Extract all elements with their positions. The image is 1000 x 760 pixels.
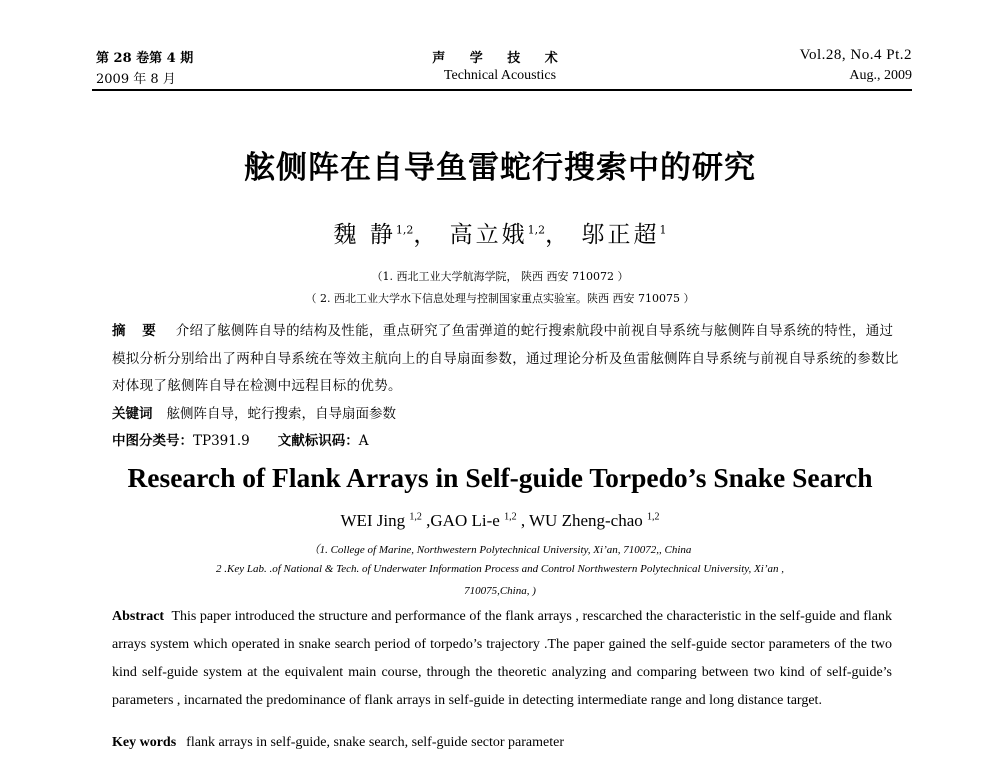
doc-code-label: 文献标识码： <box>277 433 359 449</box>
clc-label: 中图分类号： <box>112 433 193 449</box>
author-name: 魏 静 <box>333 222 396 248</box>
author-name: WU Zheng-chao <box>529 511 648 530</box>
abstract-label-cn: 摘 要 <box>112 323 162 339</box>
author-affiliation-mark: 1,2 <box>504 511 517 523</box>
abstract-en <box>112 603 892 715</box>
author-separator: ， <box>545 222 572 248</box>
paper-title-cn: 舷侧阵在自导鱼雷蛇行搜索中的研究 <box>244 150 756 186</box>
author-affiliation-mark: 1 <box>659 223 667 237</box>
doc-code-value: A <box>358 433 369 449</box>
keywords-label-cn: 关键词 <box>112 406 153 422</box>
author-list-en <box>0 511 1000 531</box>
author-affiliation-mark: 1,2 <box>527 223 546 237</box>
journal-name-cn: 声 学 技 术 <box>432 51 568 66</box>
affiliation-en-1: （1. College of Marine, Northwestern Polytechnical University, Xi’an, 710072,, China <box>308 544 692 556</box>
author-separator: , <box>516 511 530 530</box>
keywords-label-en: Key words <box>112 735 177 750</box>
author-name: 邬正超 <box>581 222 660 248</box>
affiliation-cn-2: （ 2. 西北工业大学水下信息处理与控制国家重点实验室。陕西 西安 710075 ） <box>305 292 695 305</box>
paper-title-en: Research of Flank Arrays in Self-guide Torpedo’s Snake Search <box>127 462 873 493</box>
affiliation-cn-1: （1. 西北工业大学航海学院， 陕西 西安 710072 ） <box>371 270 629 283</box>
keywords-en <box>112 735 564 751</box>
abstract-cn <box>112 318 902 401</box>
affiliation-en-3: 710075,China, ) <box>464 585 536 597</box>
author-name: 高立娥 <box>449 222 528 248</box>
journal-name-en: Technical Acoustics <box>443 68 557 83</box>
journal-date-en: Aug., 2009 <box>849 68 912 83</box>
header-divider <box>92 89 912 91</box>
journal-date-cn: 2009 年 8 月 <box>96 72 176 87</box>
author-list-cn <box>0 216 1000 249</box>
journal-volume-cn: 第 28 卷第 4 期 <box>96 51 194 66</box>
author-name: WEI Jing <box>340 511 410 530</box>
author-affiliation-mark: 1,2 <box>647 511 660 523</box>
abstract-text-cn: 介绍了舷侧阵自导的结构及性能，重点研究了鱼雷弹道的蛇行搜索航段中前视自导系统与舷侧阵自导系统的特性，通过模拟分析分别给出了两种自导系统在等效主航向上的自导扇面参数，通过理论分析及鱼雷舷侧阵自导系统与前视自导系统的参数比对体现了舷侧阵自导在检测中远程目标的优势。 <box>112 323 899 394</box>
keywords-cn <box>112 402 396 422</box>
abstract-text-en: This paper introduced the structure and performance of the flank arrays , rescarched the characteristic in the self-guide and flank arrays system which operated in snake search period of torpedo’s trajectory .The paper gained the self-guide sector parameters of the two kind self-guide system at the equivalent main course, through the theoretic analyzing and comparing between two kind of self-guide’s parameters , incarnated the predominance of flank arrays in self-guide in detecting intermediate range and long distance target. <box>112 609 892 708</box>
classification-line <box>112 429 369 449</box>
affiliation-en-2: 2 .Key Lab. .of National & Tech. of Underwater Information Process and Control Northwestern Polytechnical University, Xi’an , <box>216 563 784 575</box>
author-name: GAO Li-e <box>430 511 505 530</box>
keywords-text-cn: 舷侧阵自导，蛇行搜索，自导扇面参数 <box>166 406 396 422</box>
author-separator: ， <box>413 222 440 248</box>
author-affiliation-mark: 1,2 <box>409 511 422 523</box>
abstract-label-en: Abstract <box>112 609 165 624</box>
author-separator: , <box>421 511 431 530</box>
journal-volume-en: Vol.28, No.4 Pt.2 <box>799 47 912 63</box>
keywords-text-en: flank arrays in self-guide, snake search, self-guide sector parameter <box>186 735 565 750</box>
author-affiliation-mark: 1,2 <box>395 223 414 237</box>
clc-value: TP391.9 <box>193 433 250 449</box>
